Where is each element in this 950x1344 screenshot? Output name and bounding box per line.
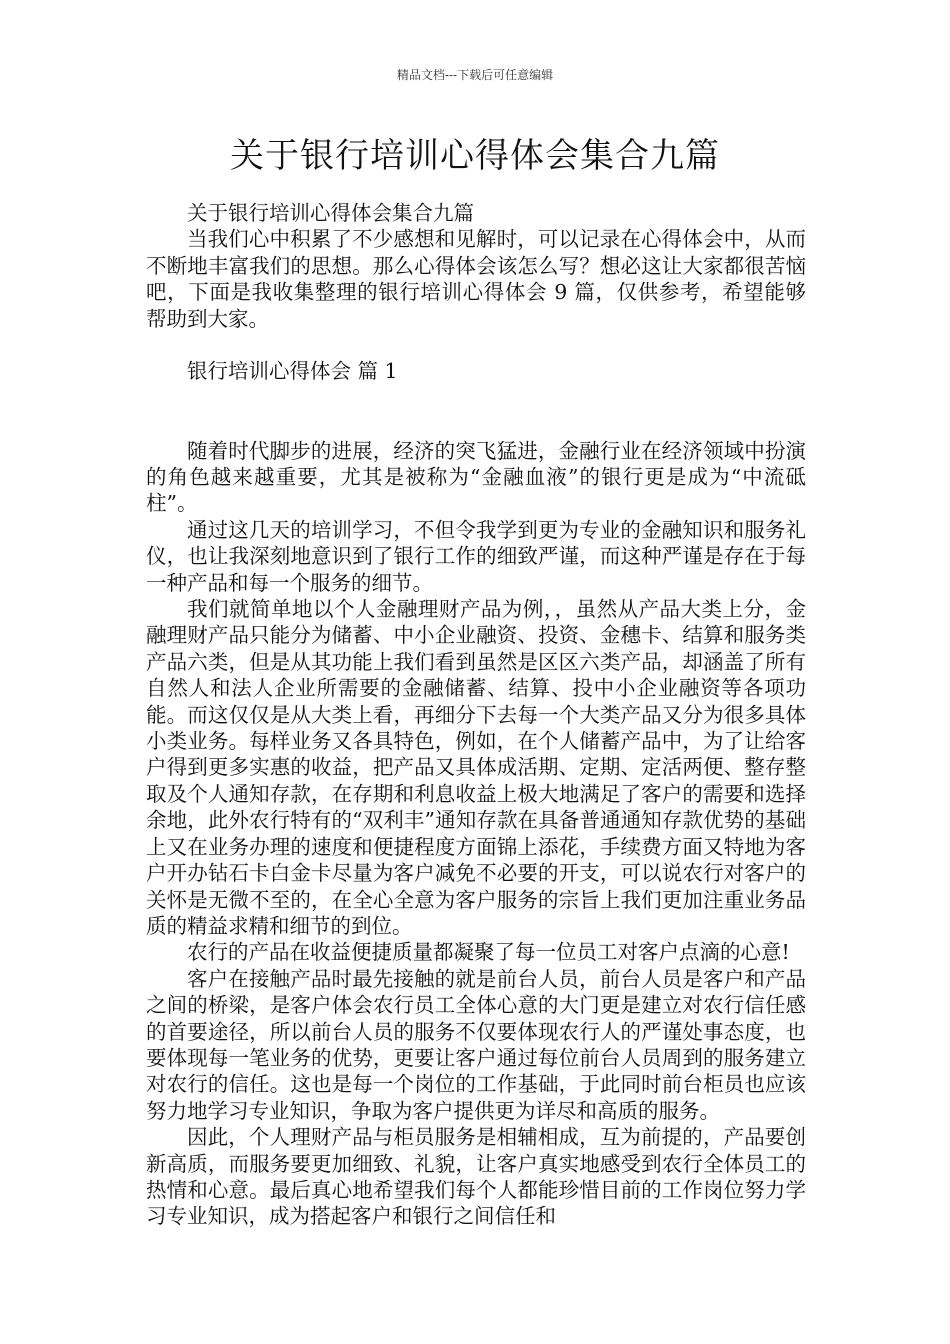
body-paragraph: 通过这几天的培训学习，不但令我学到更为专业的金融知识和服务礼仪，也让我深刻地意识到了银行工作的细致严谨，而这种严谨是存在于每一种产品和每一个服务的细节。 <box>146 517 806 595</box>
spacer <box>146 411 806 437</box>
body-paragraph: 因此，个人理财产品与柜员服务是相辅相成，互为前提的，产品要创新高质，而服务要更加细致、礼貌，让客户真实地感受到农行全体员工的热情和心意。最后真心地希望我们每个人都能珍惜目前的工作岗位努力学习专业知识，成为搭起客户和银行之间信任和 <box>146 1125 806 1229</box>
body-paragraph: 农行的产品在收益便捷质量都凝聚了每一位员工对客户点滴的心意! <box>187 940 790 965</box>
intro-heading: 关于银行培训心得体会集合九篇 <box>187 201 474 225</box>
document-title: 关于银行培训心得体会集合九篇 <box>230 136 720 176</box>
section-heading: 银行培训心得体会 篇 1 <box>187 359 398 384</box>
document-body <box>146 200 806 1230</box>
body-paragraph: 客户在接触产品时最先接触的就是前台人员，前台人员是客户和产品之间的桥梁，是客户体会农行员工全体心意的大门更是建立对农行信任感的首要途径，所以前台人员的服务不仅要体现农行人的严谨处事态度，也要体现每一笔业务的优势，更要让客户通过每位前台人员周到的服务建立对农行的信任。这也是每一个岗位的工作基础，于此同时前台柜员也应该努力地学习专业知识，争取为客户提供更为详尽和高质的服务。 <box>146 966 806 1123</box>
header-note: 精品文档---下载后可任意编辑 <box>396 68 554 82</box>
body-paragraph: 我们就简单地以个人金融理财产品为例，，虽然从产品大类上分，金融理财产品只能分为储蓄、中小企业融资、投资、金穗卡、结算和服务类产品六类，但是从其功能上我们看到虽然是区区六类产品，却涵盖了所有自然人和法人企业所需要的金融储蓄、结算、投中小企业融资等各项功能。而这仅仅是从大类上看，再细分下去每一个大类产品又分为很多具体小类业务。每样业务又各具特色，例如，在个人储蓄产品中，为了让给客户得到更多实惠的收益，把产品又具体成活期、定期、定活两便、整存整取及个人通知存款，在存期和利息收益上极大地满足了客户的需要和选择余地，此外农行特有的“双利丰”通知存款在具备普通通知存款优势的基础上又在业务办理的速度和便捷程度方面锦上添花，手续费方面又特地为客户开办钻石卡白金卡尽量为客户减免不必要的开支，可以说农行对客户的关怀是无微不至的，在全心全意为客户服务的宗旨上我们更加注重业务品质的精益求精和细节的到位。 <box>146 597 806 938</box>
spacer <box>146 332 806 358</box>
spacer <box>146 385 806 411</box>
intro-paragraph: 当我们心中积累了不少感想和见解时，可以记录在心得体会中，从而不断地丰富我们的思想。那么心得体会该怎么写？想必这让大家都很苦恼吧，下面是我收集整理的银行培训心得体会 9 篇，仅供参考，希望能够帮助到大家。 <box>146 227 806 331</box>
body-paragraph: 随着时代脚步的进展，经济的突飞猛进，金融行业在经济领域中扮演的角色越来越重要，尤其是被称为“金融血液”的银行更是成为“中流砥柱”。 <box>146 438 806 516</box>
